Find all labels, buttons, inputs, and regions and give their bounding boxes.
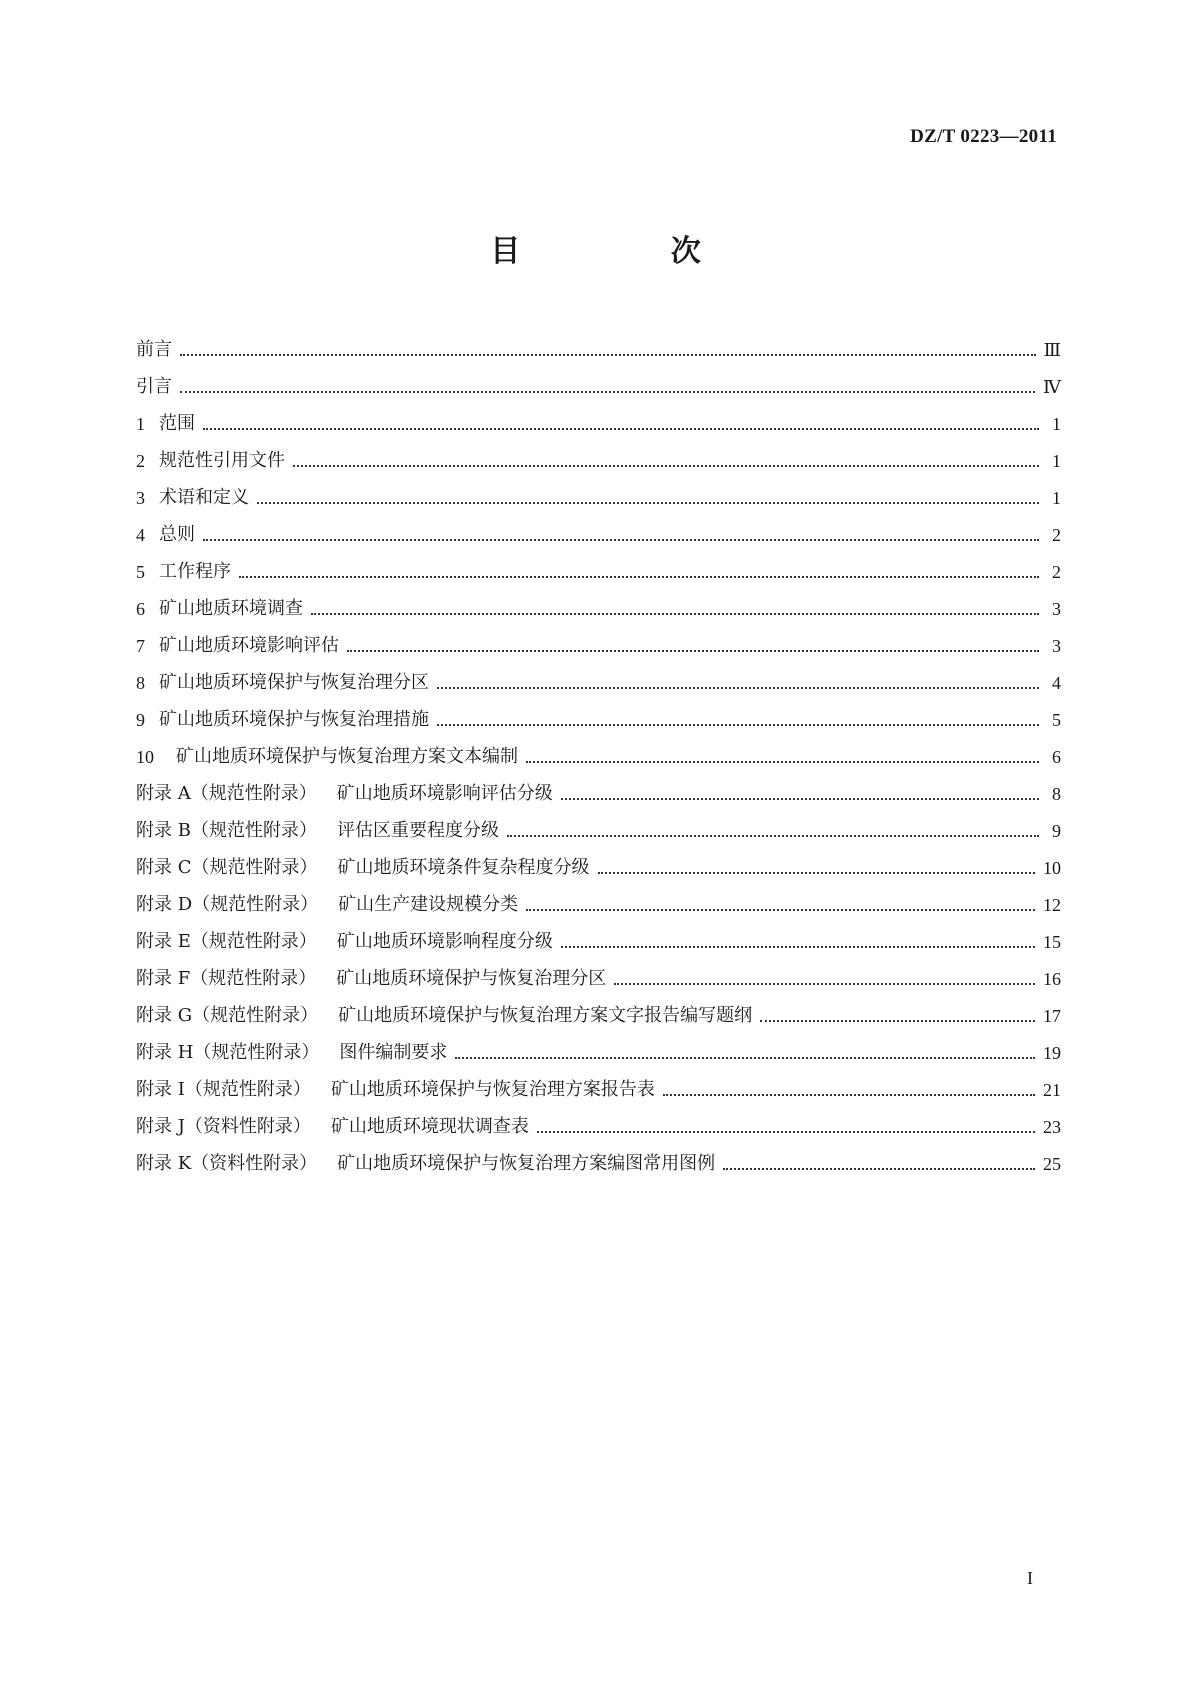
toc-entry[interactable] [136, 474, 1061, 511]
toc-dot-leader [537, 1131, 1035, 1133]
toc-dot-leader [239, 576, 1039, 578]
toc-entry[interactable] [136, 844, 1061, 881]
toc-dot-leader [180, 354, 1036, 356]
toc-entry-number: 2 [136, 451, 145, 471]
toc-entry-subtitle: 矿山地质环境保护与恢复治理分区 [336, 968, 607, 989]
toc-dot-leader [180, 391, 1035, 393]
toc-entry-label: 附录 G（规范性附录） [136, 1005, 319, 1026]
toc-entry-page: 9 [1052, 821, 1061, 841]
toc-entry-page: 16 [1043, 969, 1061, 989]
toc-entry-label: 附录 C（规范性附录） [136, 857, 318, 878]
toc-dot-leader [311, 613, 1039, 615]
toc-entry[interactable] [136, 437, 1061, 474]
toc-entry-subtitle: 矿山地质环境保护与恢复治理方案文字报告编写题纲 [338, 1005, 753, 1026]
toc-entry-label: 附录 D（规范性附录） [136, 894, 319, 915]
toc-entry-page: Ⅲ [1043, 340, 1061, 360]
toc-entry-label: 附录 F（规范性附录） [136, 968, 317, 989]
toc-entry-page: 8 [1052, 784, 1061, 804]
toc-entry-page: Ⅳ [1043, 377, 1061, 397]
toc-dot-leader [760, 1020, 1035, 1022]
toc-entry[interactable] [136, 1140, 1061, 1177]
toc-entry-page: 3 [1052, 636, 1061, 656]
toc-entry-label: 前言 [136, 339, 172, 360]
toc-entry-page: 5 [1052, 710, 1061, 730]
toc-entry-number: 5 [136, 562, 145, 582]
toc-dot-leader [257, 502, 1039, 504]
toc-dot-leader [526, 909, 1035, 911]
toc-dot-leader [561, 946, 1035, 948]
toc-entry-number: 9 [136, 710, 145, 730]
toc-dot-leader [203, 428, 1039, 430]
toc-entry-page: 23 [1043, 1117, 1061, 1137]
toc-entry-label: 附录 H（规范性附录） [136, 1042, 320, 1063]
toc-entry-label: 矿山地质环境调查 [159, 598, 303, 619]
toc-entry-subtitle: 图件编制要求 [339, 1042, 448, 1063]
toc-entry-page: 2 [1052, 562, 1061, 582]
toc-entry[interactable] [136, 918, 1061, 955]
toc-entry-page: 2 [1052, 525, 1061, 545]
toc-entry-page: 3 [1052, 599, 1061, 619]
toc-dot-leader [437, 724, 1039, 726]
toc-dot-leader [437, 687, 1039, 689]
toc-entry[interactable] [136, 1103, 1061, 1140]
toc-entry[interactable] [136, 955, 1061, 992]
toc-entry-page: 25 [1043, 1154, 1061, 1174]
toc-entry-label: 附录 K（资料性附录） [136, 1153, 318, 1174]
toc-dot-leader [203, 539, 1039, 541]
toc-entry-label: 引言 [136, 376, 172, 397]
toc-entry[interactable] [136, 548, 1061, 585]
toc-entry-label: 规范性引用文件 [159, 450, 285, 471]
toc-entry-number: 3 [136, 488, 145, 508]
toc-entry[interactable] [136, 326, 1061, 363]
toc-entry-number: 10 [136, 747, 154, 767]
toc-entry-page: 15 [1043, 932, 1061, 952]
toc-entry-page: 1 [1052, 488, 1061, 508]
toc-entry-page: 6 [1052, 747, 1061, 767]
toc-entry-subtitle: 矿山地质环境保护与恢复治理方案编图常用图例 [337, 1153, 716, 1174]
toc-entry-page: 4 [1052, 673, 1061, 693]
toc-entry-page: 17 [1043, 1006, 1061, 1026]
toc-entry-label: 术语和定义 [159, 487, 249, 508]
toc-entry-subtitle: 矿山地质环境现状调查表 [330, 1116, 529, 1137]
toc-entry[interactable] [136, 881, 1061, 918]
toc-dot-leader [293, 465, 1039, 467]
toc-entry[interactable] [136, 622, 1061, 659]
toc-entry-label: 附录 A（规范性附录） [136, 783, 317, 804]
toc-entry-label: 总则 [159, 524, 195, 545]
toc-entry-label: 矿山地质环境保护与恢复治理措施 [159, 709, 429, 730]
toc-entry-label: 矿山地质环境保护与恢复治理方案文本编制 [176, 746, 518, 767]
toc-dot-leader [663, 1094, 1035, 1096]
toc-entry-page: 21 [1043, 1080, 1061, 1100]
toc-entry-label: 附录 I（规范性附录） [136, 1079, 311, 1100]
toc-entry-page: 19 [1043, 1043, 1061, 1063]
toc-entry-subtitle: 评估区重要程度分级 [336, 820, 499, 841]
toc-entry-number: 8 [136, 673, 145, 693]
toc-dot-leader [723, 1168, 1035, 1170]
table-of-contents [136, 326, 1061, 1177]
toc-entry-number: 4 [136, 525, 145, 545]
toc-entry-label: 矿山地质环境影响评估 [159, 635, 339, 656]
toc-dot-leader [507, 835, 1039, 837]
toc-entry[interactable] [136, 585, 1061, 622]
toc-entry[interactable] [136, 807, 1061, 844]
toc-dot-leader [598, 872, 1036, 874]
toc-entry-page: 12 [1043, 895, 1061, 915]
page-number: I [1027, 1568, 1033, 1588]
toc-entry[interactable] [136, 992, 1061, 1029]
toc-entry-number: 1 [136, 414, 145, 434]
toc-entry-label: 附录 B（规范性附录） [136, 820, 317, 841]
toc-entry-label: 范围 [159, 413, 195, 434]
toc-entry-subtitle: 矿山生产建设规模分类 [338, 894, 519, 915]
toc-entry-number: 6 [136, 599, 145, 619]
toc-entry-subtitle: 矿山地质环境影响评估分级 [336, 783, 553, 804]
toc-entry[interactable] [136, 400, 1061, 437]
toc-entry[interactable] [136, 659, 1061, 696]
toc-entry[interactable] [136, 1029, 1061, 1066]
toc-entry[interactable] [136, 1066, 1061, 1103]
toc-entry-label: 矿山地质环境保护与恢复治理分区 [159, 672, 429, 693]
toc-dot-leader [561, 798, 1039, 800]
toc-entry-page: 1 [1052, 414, 1061, 434]
page-title: 目 次 [490, 234, 771, 269]
toc-entry-subtitle: 矿山地质环境保护与恢复治理方案报告表 [330, 1079, 655, 1100]
toc-entry[interactable] [136, 511, 1061, 548]
toc-entry-subtitle: 矿山地质环境条件复杂程度分级 [337, 857, 590, 878]
toc-entry-number: 7 [136, 636, 145, 656]
toc-entry[interactable] [136, 363, 1061, 400]
toc-entry[interactable] [136, 733, 1061, 770]
toc-entry[interactable] [136, 696, 1061, 733]
toc-entry-subtitle: 矿山地质环境影响程度分级 [336, 931, 553, 952]
toc-entry-label: 附录 E（规范性附录） [136, 931, 317, 952]
toc-entry-page: 10 [1043, 858, 1061, 878]
toc-dot-leader [526, 761, 1039, 763]
standard-code: DZ/T 0223—2011 [910, 126, 1057, 147]
toc-entry-label: 工作程序 [159, 561, 231, 582]
toc-dot-leader [614, 983, 1035, 985]
toc-entry-label: 附录 J（资料性附录） [136, 1116, 311, 1137]
toc-entry-page: 1 [1052, 451, 1061, 471]
toc-dot-leader [455, 1057, 1035, 1059]
toc-entry[interactable] [136, 770, 1061, 807]
toc-dot-leader [347, 650, 1039, 652]
